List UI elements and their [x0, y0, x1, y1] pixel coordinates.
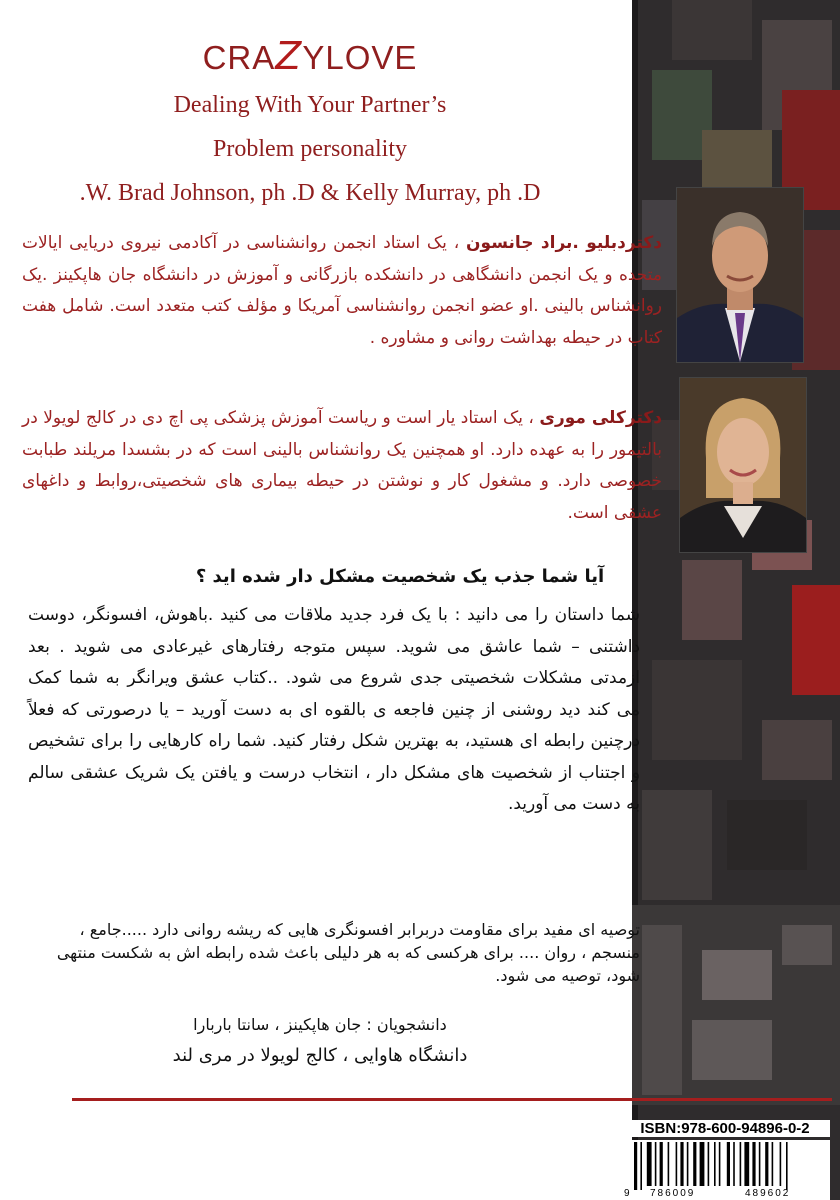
- barcode-bar: [786, 1142, 788, 1190]
- barcode-digits-left: 786009: [650, 1188, 696, 1199]
- barcode-bar: [727, 1142, 730, 1186]
- barcode-bar: [708, 1142, 710, 1186]
- author-photo-johnson: [676, 187, 804, 363]
- barcode-bar: [668, 1142, 670, 1186]
- question-heading: آیا شما جذب یک شخصیت مشکل دار شده اید ؟: [195, 566, 605, 587]
- bio-murray-name: دکترکلی موری: [539, 408, 663, 428]
- bio-murray: [22, 403, 662, 529]
- barcode-bar: [740, 1142, 742, 1186]
- subtitle-line-1: Dealing With Your Partner’s: [173, 92, 447, 118]
- decorative-fabric-panel: [632, 0, 840, 1200]
- bio-johnson: [22, 228, 662, 354]
- barcode-bar: [700, 1142, 705, 1186]
- title-z-letter: Z: [275, 34, 303, 78]
- recommendation-paragraph: توصیه ای مفید برای مقاومت دربرابر افسونگری هایی که ریشه روانی دارد .....جامع ، منسجم ، روان .... برای هرکسی که به هر دلیلی باعث شده رابطه اش به شکست منتهی شود، توصیه می شود.: [56, 920, 640, 985]
- students-line: دانشجویان : جان هاپکینز ، سانتا باربارا: [193, 1015, 447, 1034]
- barcode-bar: [676, 1142, 678, 1186]
- universities-line: دانشگاه هاوایی ، کالج لویولا در مری لند: [172, 1045, 468, 1066]
- barcode-bar: [714, 1142, 716, 1186]
- barcode-bar: [693, 1142, 696, 1186]
- barcode-bar: [647, 1142, 652, 1186]
- barcode-bar: [772, 1142, 774, 1186]
- barcode-bar: [719, 1142, 721, 1186]
- barcode-bar: [744, 1142, 749, 1186]
- bio-johnson-name: دکتردبلیو .براد جانسون: [466, 233, 662, 253]
- title-part-1: CRA: [202, 39, 276, 76]
- footer-rule: [72, 1098, 832, 1101]
- subtitle-line-2: Problem personality: [213, 136, 407, 162]
- barcode-bar: [759, 1142, 761, 1186]
- barcode-bar: [752, 1142, 755, 1186]
- barcode-bar: [733, 1142, 735, 1186]
- title-part-2: YLOVE: [302, 39, 418, 76]
- bio-murray-text: ، یک استاد یار است و ریاست آموزش پزشکی پی اچ دی در کالج لویولا در بالتیمور را به عهده دارد. او همچنین یک روانشناس بالینی است که در بشسدا مریلند طبابت خصوصی دارد. و مشغول کار و نوشتن در حیطه بیماری های شخصیتی،روابط و داغهای عشقی است.: [22, 408, 662, 523]
- barcode-digits-right: 489602: [745, 1188, 791, 1199]
- barcode-bar: [765, 1142, 768, 1186]
- author-photo-murray: [679, 377, 807, 553]
- barcode-bar: [640, 1142, 642, 1190]
- barcode-bar: [660, 1142, 663, 1186]
- bio-johnson-text: ، یک استاد انجمن روانشناسی در آکادمی نیروی دریایی ایالات متحده و یک انجمن دانشگاهی در دانشکده بازرگانی و آموزش در دانشگاه جان هاپکینز .یک روانشناس بالینی .او عضو انجمن روانشناسی آمریکا و مؤلف کتب متعدد است. شامل هفت کتاب در حیطه بهداشت روانی و مشاوره .: [22, 233, 662, 348]
- authors-line: .W. Brad Johnson, ph .D & Kelly Murray, ph .D: [79, 180, 541, 206]
- barcode-bar: [780, 1142, 782, 1186]
- barcode-bar: [634, 1142, 637, 1190]
- isbn-label: ISBN:978-600-94896-0-2: [620, 1120, 830, 1137]
- barcode-digit-first: 9: [624, 1188, 630, 1199]
- body-paragraph: شما داستان را می دانید : با یک فرد جدید ملاقات می کنید .باهوش، افسونگر، دوست داشتنی – شما عاشق می شوید. سپس متوجه رفتارهای غیرعادی می شوید . بعد ازمدتی مشکلات شخصیتی جدی شروع می شود. ..کتاب عشق ویرانگر به شما کمک می کند دید روشنی از چنین فاجعه ی بالقوه ای به دست آورید – یا درصورتی که فعلاً درچنین رابطه ای هستید، به بهترین شکل رفتار کنید. شما راه کارهایی را برای تشخیص و اجتناب از شخصیت های مشکل دار ، انتخاب درست و یافتن یک شریک عشقی سالم به دست می آورید.: [28, 605, 640, 814]
- book-title: [60, 34, 560, 78]
- barcode-bar: [687, 1142, 689, 1186]
- barcode-bar: [680, 1142, 683, 1186]
- barcode-bar: [655, 1142, 657, 1186]
